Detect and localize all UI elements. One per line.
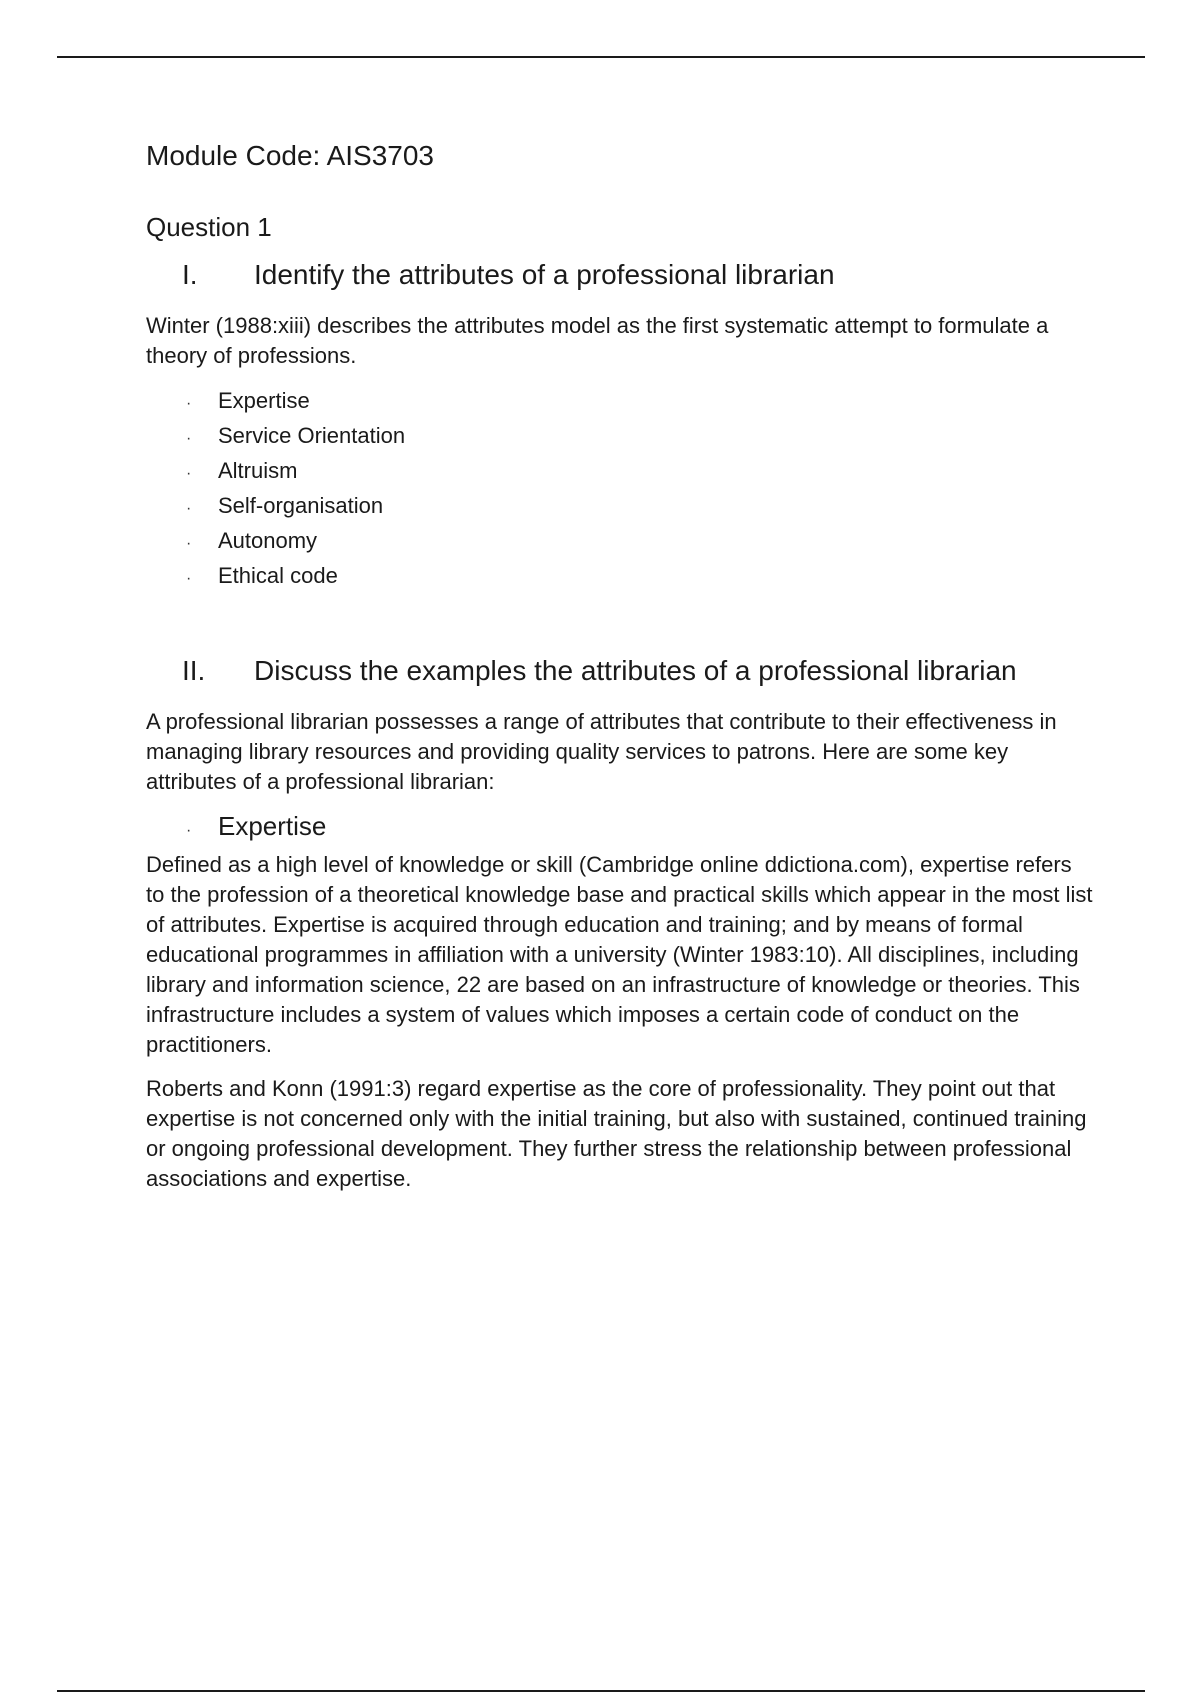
section-2-intro: A professional librarian possesses a range of attributes that contribute to their effectiveness in managing library resources and providing quality services to patrons. Here are some key attributes of a professional librarian: <box>146 709 1057 794</box>
bullet-icon: · <box>186 465 192 482</box>
section-2-number: II. <box>182 655 206 686</box>
bullet-icon: · <box>186 822 192 839</box>
section-2-title: Discuss the examples the attributes of a professional librarian <box>254 655 1017 686</box>
section-1-title: Identify the attributes of a professional librarian <box>254 259 835 290</box>
bullet-icon: · <box>186 570 192 587</box>
question-heading: Question 1 <box>146 212 272 242</box>
section-1-number: I. <box>182 259 198 290</box>
document-body <box>146 140 1096 1208</box>
expertise-subheading <box>146 811 1096 842</box>
bullet-icon: · <box>186 430 192 447</box>
list-item: · Self-organisation <box>186 490 1096 525</box>
list-item: · Expertise <box>186 385 1096 420</box>
section-1-intro: Winter (1988:xiii) describes the attributes model as the first systematic attempt to formulate a theory of professions. <box>146 313 1049 368</box>
section-2-heading <box>146 655 1096 687</box>
expertise-paragraph-1: Defined as a high level of knowledge or skill (Cambridge online ddictiona.com), expertise refers to the profession of a theoretical knowledge base and practical skills which appear in the most list of attributes. Expertise is acquired through education and training; and by means of formal educational programmes in affiliation with a university (Winter 1983:10). All disciplines, including library and information science, 22 are based on an infrastructure of knowledge or theories. This infrastructure includes a system of values which imposes a certain code of conduct on the practitioners. <box>146 852 1093 1057</box>
list-item: · Altruism <box>186 455 1096 490</box>
list-item: · Autonomy <box>186 525 1096 560</box>
list-item: · Ethical code <box>186 560 1096 595</box>
bullet-icon: · <box>186 535 192 552</box>
bullet-icon: · <box>186 500 192 517</box>
bullet-icon: · <box>186 395 192 412</box>
module-code: Module Code: AIS3703 <box>146 140 434 171</box>
bottom-rule <box>57 1690 1145 1692</box>
attribute-list <box>146 385 1096 595</box>
list-item: · Service Orientation <box>186 420 1096 455</box>
section-1-heading <box>146 259 1096 291</box>
expertise-paragraph-2: Roberts and Konn (1991:3) regard expertise as the core of professionality. They point out that expertise is not concerned only with the initial training, but also with sustained, continued training or ongoing professional development. They further stress the relationship between professional associations and expertise. <box>146 1076 1087 1191</box>
expertise-subheading-label: Expertise <box>218 811 327 841</box>
top-rule <box>57 56 1145 58</box>
